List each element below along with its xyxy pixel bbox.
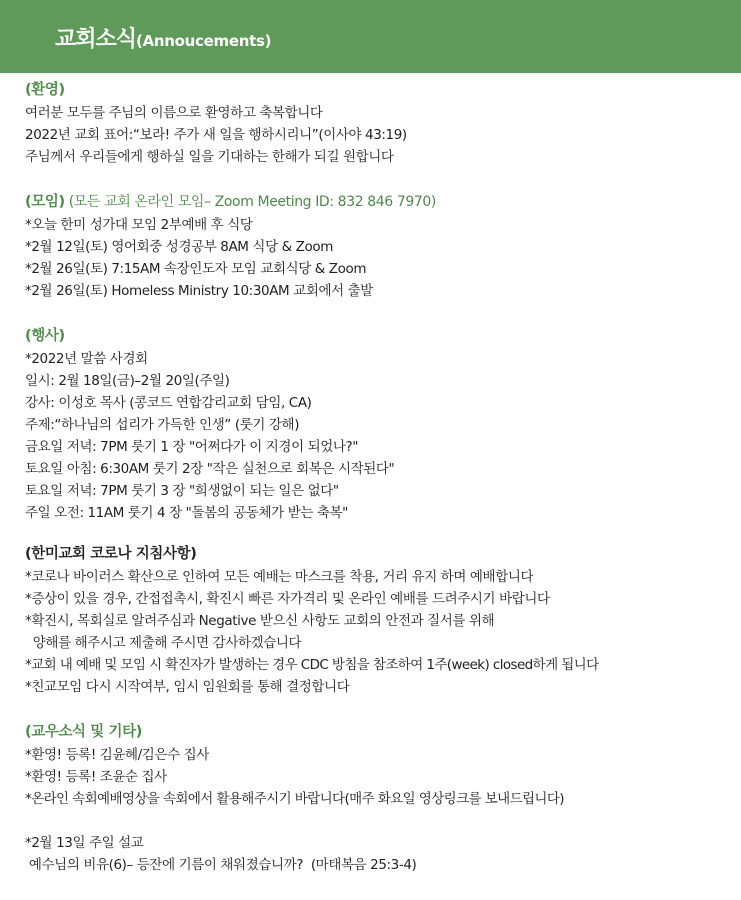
meeting-heading <box>25 190 730 214</box>
news-section <box>25 720 730 810</box>
meeting-line: *오늘 한미 성가대 모임 2부예배 후 식당 <box>25 217 253 233</box>
news-line: *환영! 등록! 김윤혜/김은수 집사 <box>25 747 209 763</box>
meeting-section <box>25 190 730 302</box>
meeting-line: *2월 26일(토) Homeless Ministry 10:30AM 교회에서 출발 <box>25 283 373 299</box>
title-main: 교회소식 <box>55 27 137 52</box>
covid-line: *코로나 바이러스 확산으로 인하여 모든 예배는 마스크를 착용, 거리 유지 하며 예배합니다 <box>25 569 534 585</box>
welcome-heading: (환영) <box>25 82 65 98</box>
event-section <box>25 324 730 524</box>
header-bar <box>0 0 741 73</box>
welcome-section <box>25 78 730 168</box>
event-line: 주제:“하나님의 섭리가 가득한 인생” (룻기 강해) <box>25 417 300 433</box>
event-line: 금요일 저녁: 7PM 룻기 1 장 "어쩌다가 이 지경이 되었나?" <box>25 439 359 455</box>
news-line: *환영! 등록! 조윤순 집사 <box>25 769 167 785</box>
event-line: 일시: 2월 18일(금)–2월 20일(주일) <box>25 373 230 389</box>
event-line: 토요일 저녁: 7PM 룻기 3 장 "희생없이 되는 일은 없다" <box>25 483 339 499</box>
meeting-line: *2월 12일(토) 영어회중 성경공부 8AM 식당 & Zoom <box>25 239 333 255</box>
page-title <box>55 22 271 53</box>
meeting-zoom-note: (모든 교회 온라인 모임– Zoom Meeting ID: 832 846 7970) <box>64 194 436 210</box>
covid-line: *친교모임 다시 시작여부, 임시 임원회를 통해 결정합니다 <box>25 679 350 695</box>
welcome-line: 주님께서 우리들에게 행하실 일을 기대하는 한해가 되길 원합니다 <box>25 149 394 165</box>
sermon-line: *2월 13일 주일 설교 <box>25 835 144 851</box>
covid-line: *확진시, 목회실로 알려주심과 Negative 받으신 사항도 교회의 안전과 질서를 위해 <box>25 613 495 629</box>
event-heading: (행사) <box>25 328 65 344</box>
sermon-line: 예수님의 비유(6)– 등잔에 기름이 채워졌습니까? (마태복음 25:3-4) <box>25 857 417 873</box>
event-line: 강사: 이성호 목사 (콩코드 연합감리교회 담임, CA) <box>25 395 312 411</box>
announcement-body <box>25 78 730 876</box>
news-line: *온라인 속회예배영상을 속회에서 활용해주시기 바랍니다(매주 화요일 영상링크를 보내드립니다) <box>25 791 564 807</box>
meeting-line: *2월 26일(토) 7:15AM 속장인도자 모임 교회식당 & Zoom <box>25 261 367 277</box>
covid-line: 양해를 해주시고 제출해 주시면 감사하겠습니다 <box>25 635 302 651</box>
event-line: *2022년 말씀 사경회 <box>25 351 148 367</box>
welcome-line: 2022년 교회 표어:“보라! 주가 새 일을 행하시리니”(이사야 43:19) <box>25 127 407 143</box>
sermon-section <box>25 832 730 876</box>
covid-section <box>25 542 730 698</box>
covid-heading: (한미교회 코로나 지침사항) <box>25 546 197 562</box>
meeting-heading-label: (모임) <box>25 194 65 210</box>
covid-line: *교회 내 예배 및 모임 시 확진자가 발생하는 경우 CDC 방침을 참조하여 1주(week) closed하게 됩니다 <box>25 657 599 673</box>
title-sub: (Annoucements) <box>136 32 272 50</box>
covid-line: *증상이 있을 경우, 간접접촉시, 확진시 빠른 자가격리 및 온라인 예배를 드려주시기 바랍니다 <box>25 591 550 607</box>
news-heading: (교우소식 및 기타) <box>25 724 142 740</box>
welcome-line: 여러분 모두를 주님의 이름으로 환영하고 축복합니다 <box>25 105 323 121</box>
event-line: 주일 오전: 11AM 룻기 4 장 "돌봄의 공동체가 받는 축복" <box>25 505 348 521</box>
event-line: 토요일 아침: 6:30AM 룻기 2장 "작은 실천으로 회복은 시작된다" <box>25 461 395 477</box>
